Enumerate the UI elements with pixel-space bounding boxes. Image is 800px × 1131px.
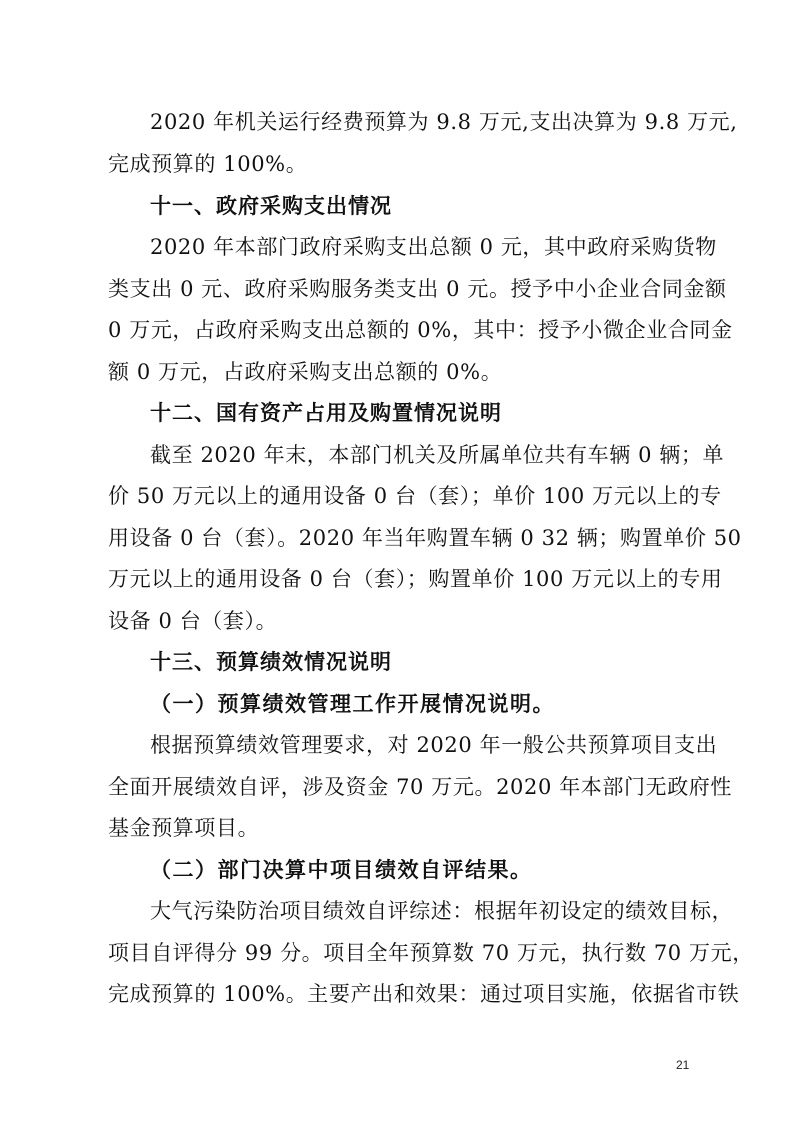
paragraph-line: 2020 年机关运行经费预算为 9.8 万元,支出决算为 9.8 万元,: [150, 110, 738, 134]
section-heading: 十二、国有资产占用及购置情况说明: [150, 401, 502, 425]
page-number: 21: [676, 1058, 690, 1072]
paragraph-line: 根据预算绩效管理要求，对 2020 年一般公共预算项目支出: [150, 733, 718, 757]
paragraph-line: 0 万元，占政府采购支出总额的 0%，其中：授予小微企业合同金: [108, 318, 733, 342]
paragraph-line: 大气污染防治项目绩效自评综述：根据年初设定的绩效目标，: [150, 899, 734, 923]
paragraph-line: 全面开展绩效自评，涉及资金 70 万元。2020 年本部门无政府性: [108, 775, 732, 799]
section-heading: 十三、预算绩效情况说明: [150, 650, 392, 674]
paragraph-line: 类支出 0 元、政府采购服务类支出 0 元。授予中小企业合同金额: [108, 277, 727, 301]
paragraph-line: 截至 2020 年末，本部门机关及所属单位共有车辆 0 辆；单: [150, 443, 725, 467]
paragraph-line: 用设备 0 台（套）。2020 年当年购置车辆 0 32 辆；购置单价 50: [108, 526, 742, 550]
section-heading: 十一、政府采购支出情况: [150, 194, 392, 218]
paragraph-line: 基金预算项目。: [108, 816, 260, 840]
paragraph-line: 完成预算的 100%。主要产出和效果：通过项目实施，依据省市铁: [108, 982, 740, 1006]
paragraph-line: 2020 年本部门政府采购支出总额 0 元，其中政府采购货物: [150, 235, 717, 259]
paragraph-line: 额 0 万元，占政府采购支出总额的 0%。: [108, 360, 503, 384]
paragraph-line: 完成预算的 100%。: [108, 152, 308, 176]
subsection-heading: （二）部门决算中项目绩效自评结果。: [150, 857, 533, 882]
paragraph-line: 设备 0 台（套）。: [108, 609, 278, 633]
paragraph-line: 项目自评得分 99 分。项目全年预算数 70 万元，执行数 70 万元，: [108, 941, 754, 965]
paragraph-line: 万元以上的通用设备 0 台（套）；购置单价 100 万元以上的专用: [108, 567, 723, 591]
paragraph-line: 价 50 万元以上的通用设备 0 台（套）；单价 100 万元以上的专: [108, 484, 722, 508]
subsection-heading: （一）预算绩效管理工作开展情况说明。: [150, 691, 555, 716]
